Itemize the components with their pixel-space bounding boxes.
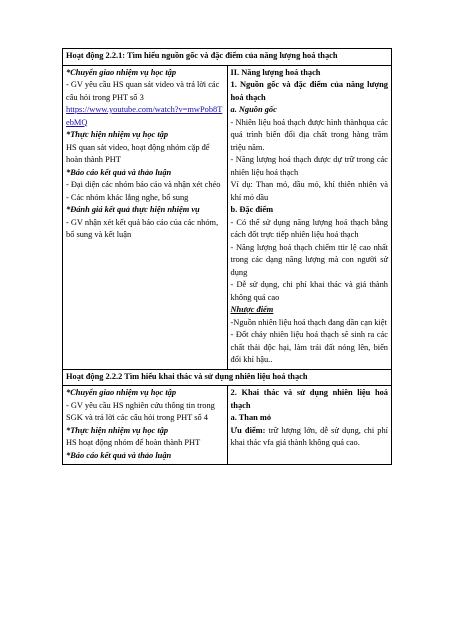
section2-right-cell — [227, 386, 392, 465]
s2-task1-title: *Chuyển giao nhiệm vụ học tập — [66, 388, 177, 397]
s1-task3-line2: - Các nhóm khác lắng nghe, bổ sung — [66, 192, 189, 202]
drawback-p2: - Đốt cháy nhiên liệu hoá thạch sẽ sinh ra các chất thải độc hại, làm trái đất nóng lên, biến đổi khí hậu.. — [230, 330, 388, 364]
advantage-label: Ưu điểm: — [230, 425, 266, 435]
s1-task3-line1: - Đại diện các nhóm báo cáo và nhận xét chéo — [66, 180, 221, 189]
drawback-p1: -Nguồn nhiên liệu hoá thạch đang dần cạn kiệt — [230, 317, 387, 327]
origin-p1: - Nhiên liệu hoá thạch được hình thànhqua các quá trình biến đổi địa chất trong hàng trăm triệu năm. — [230, 117, 388, 152]
section1-left-cell — [63, 65, 228, 369]
origin-features-subheading: 1. Nguồn gốc và đặc điểm của năng lượng hoá thạch — [230, 80, 388, 102]
section1-header-row — [63, 49, 392, 66]
section2-content-row — [63, 386, 392, 465]
video-link[interactable]: https://www.youtube.com/watch?v=mwPob8TebMQ — [66, 105, 223, 127]
origin-p3: Ví dụ: Than mỏ, dầu mỏ, khí thiên nhiên và khí mỏ dầu — [230, 180, 388, 202]
fossil-energy-heading: II. Năng lượng hoá thạch — [230, 67, 321, 77]
s1-task4-title: *Đánh giá kết quả thực hiện nhiệm vụ — [66, 205, 200, 214]
s2-task2-title: *Thực hiện nhiệm vụ học tập — [66, 425, 169, 435]
features-p3: - Dễ sử dụng, chi phí khai thác và giá thành không quá cao — [230, 280, 388, 302]
s1-task1-text: - GV yêu cầu HS quan sát video và trả lời các câu hỏi trong PHT số 3 — [66, 80, 220, 102]
s2-task2-text: HS hoạt động nhóm để hoàn thành PHT — [66, 438, 201, 447]
s2-task3-title: *Báo cáo kết quả và thảo luận — [66, 450, 172, 460]
coal-title: a. Than mỏ — [230, 413, 272, 422]
features-p1: - Có thể sử dụng năng lượng hoá thạch bằng cách đốt trực tiếp nhiên liệu hoá thạch — [230, 217, 388, 239]
section1-right-cell — [227, 65, 392, 369]
section2-header: Hoạt động 2.2.2 Tìm hiểu khai thác và sử dụng nhiên liệu hoá thạch — [63, 369, 392, 386]
s1-task3-title: *Báo cáo kết quả và thảo luận — [66, 167, 172, 177]
s1-task2-title: *Thực hiện nhiệm vụ học tập — [66, 130, 169, 139]
lesson-table — [62, 48, 392, 465]
section2-header-row — [63, 369, 392, 386]
s1-task1-title: *Chuyển giao nhiệm vụ học tập — [66, 67, 177, 77]
section1-header: Hoạt động 2.2.1: Tìm hiểu nguồn gốc và đặc điểm của năng lượng hoá thạch — [63, 49, 392, 66]
drawback-title: Nhược điểm — [230, 305, 274, 314]
advantage-text: trữ lượng lớn, dễ sử dụng, chi phí khai thác vfa giá thành không quá cao. — [230, 425, 388, 447]
s1-task4-text: - GV nhận xét kết quả báo cáo của các nhóm, bổ sung và kết luận — [66, 217, 219, 239]
section2-left-cell — [63, 386, 228, 465]
section1-content-row — [63, 65, 392, 369]
s2-task1-text: - GV yêu cầu HS nghiên cứu thông tin trong SGK và trả lời các câu hỏi trong PHT số 4 — [66, 400, 215, 422]
origin-p2: - Năng lượng hoá thạch được dự trữ trong các nhiên liệu hoá thạch — [230, 155, 388, 177]
origin-title: a. Nguồn gốc — [230, 105, 277, 114]
exploitation-heading: 2. Khai thác và sử dụng nhiên liệu hoá thạch — [230, 388, 388, 410]
features-title: b. Đặc điểm — [230, 205, 274, 214]
s1-task2-text: HS quan sát video, hoạt động nhóm cặp để hoàn thành PHT — [66, 142, 210, 164]
coal-advantage — [231, 425, 389, 450]
features-p2: - Năng lượng hoá thạch chiếm ttir lệ cao nhất trong các dạng năng lượng mà con người sử dụng — [230, 242, 388, 277]
